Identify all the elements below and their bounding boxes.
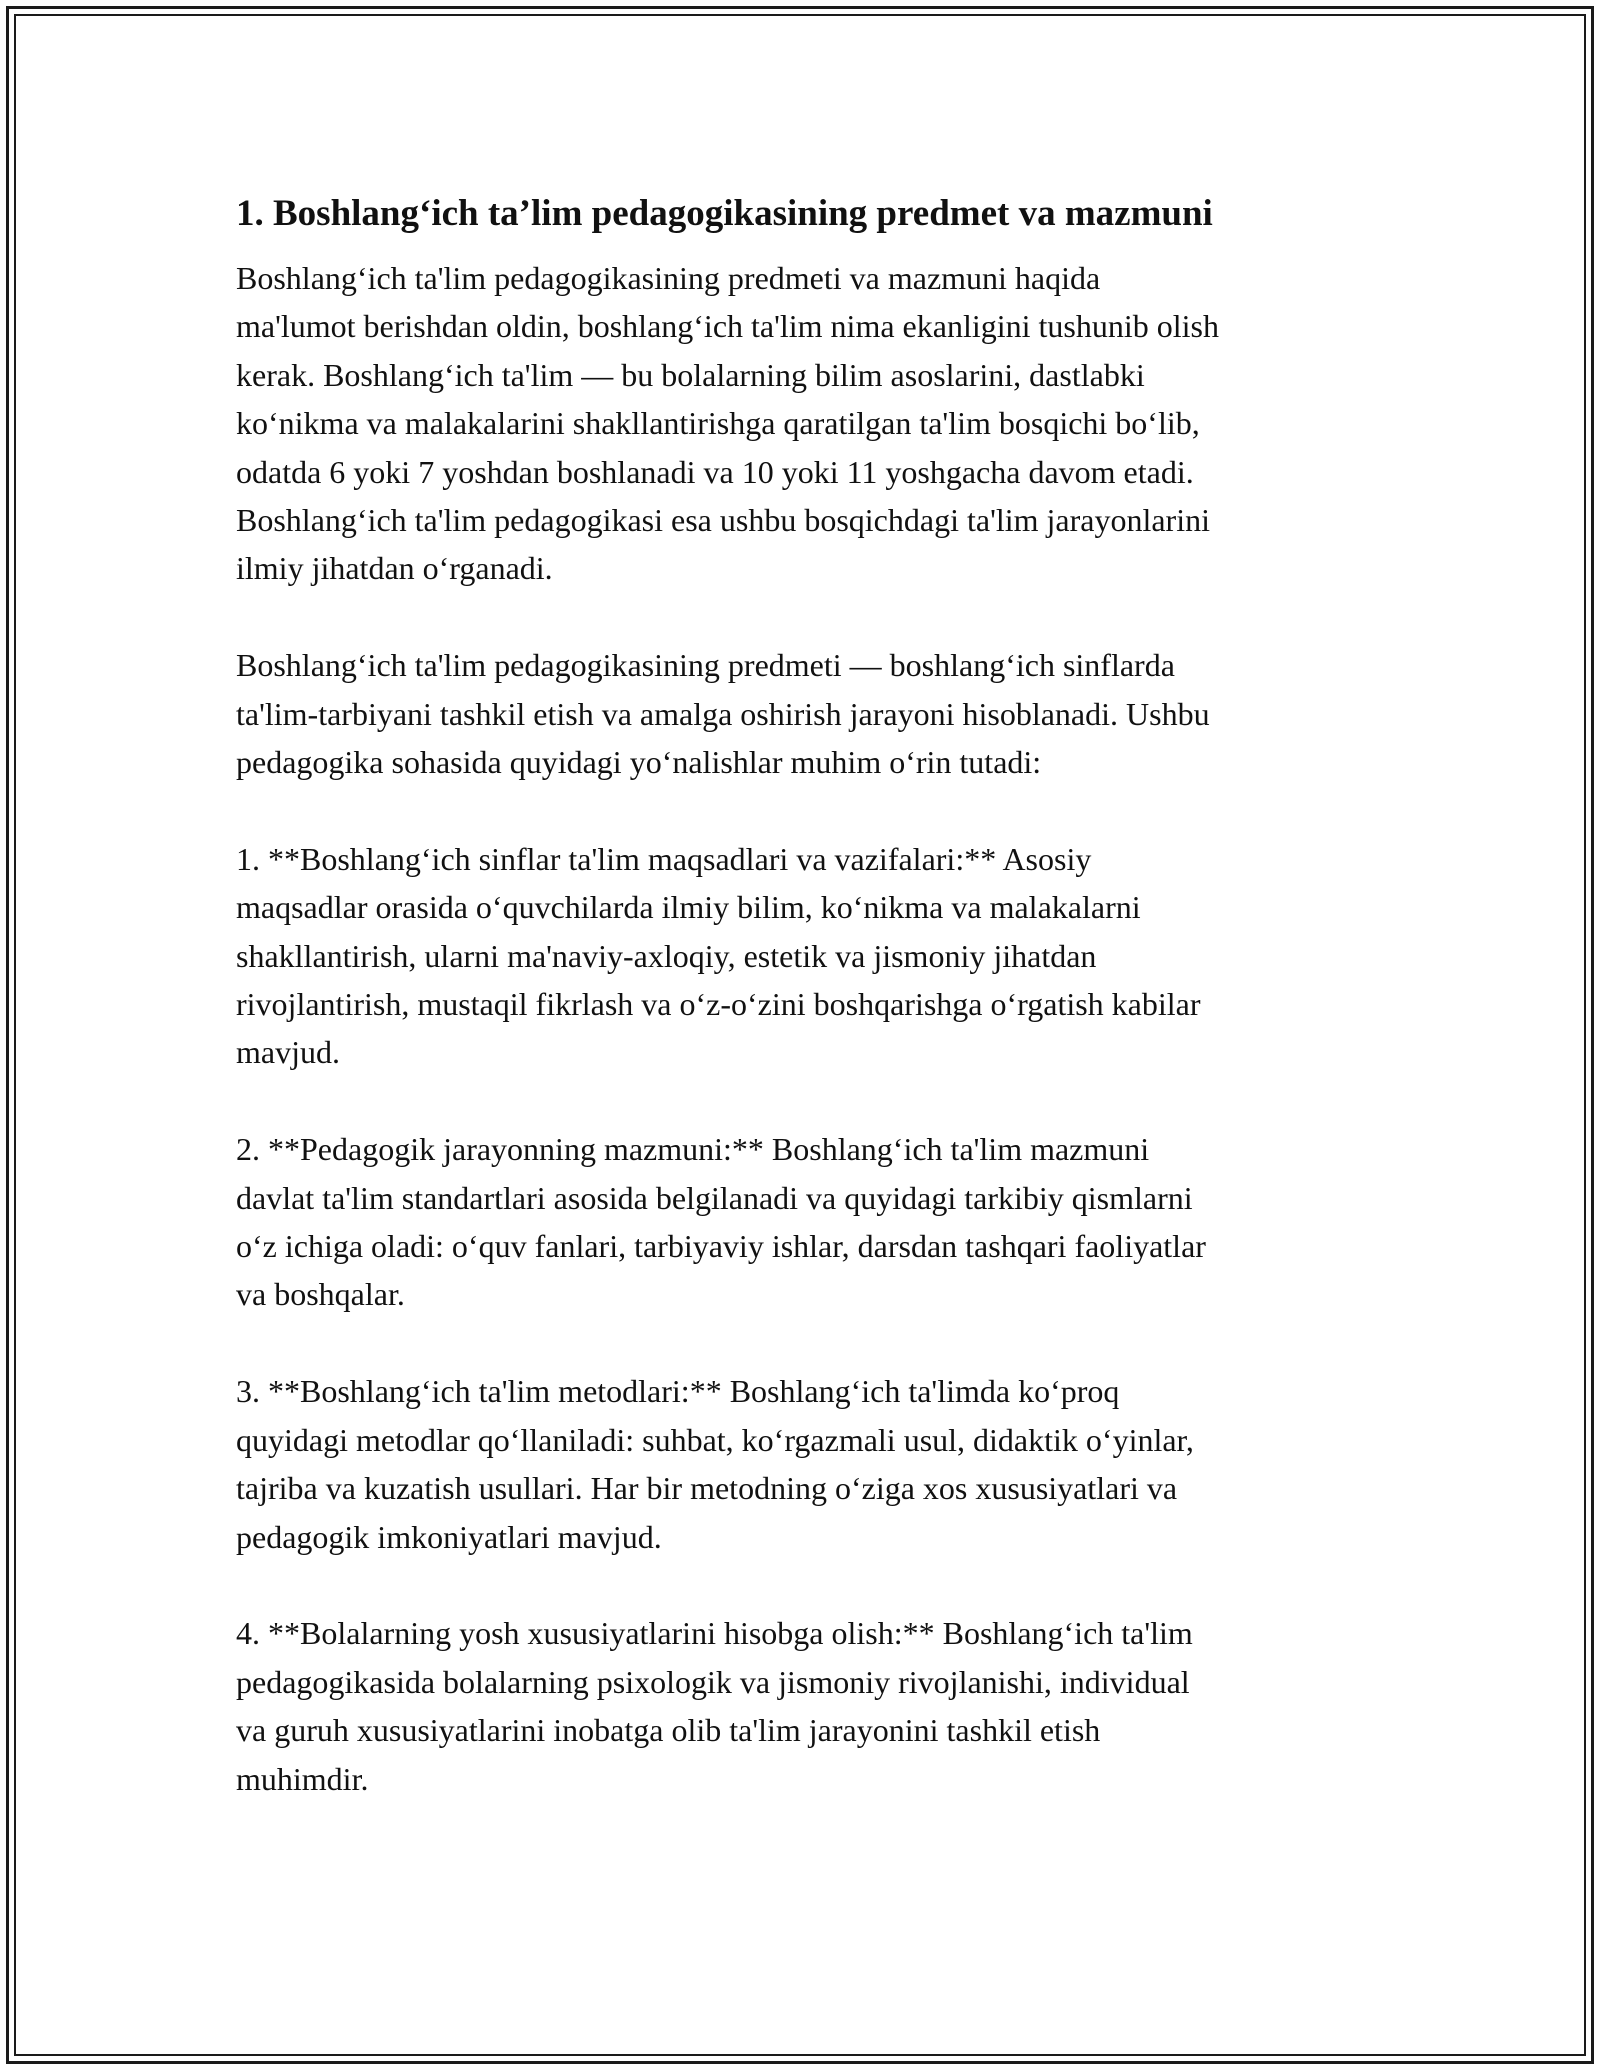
list-item-content: 2. **Pedagogik jarayonning mazmuni:** Boshlang‘ich ta'lim mazmuni davlat ta'lim standartlari asosida belgilanadi va quyidagi tarkibiy qismlarni o‘z ichiga oladi: o‘quv fanlari, tarbiyaviy ishlar, darsdan tashqari faoliyatlar va boshqalar. (236, 1131, 1206, 1313)
document-body (236, 186, 1371, 1803)
list-item-goals: 1. **Boshlang‘ich sinflar ta'lim maqsadlari va vazifalari:** Asosiy maqsadlar orasida o‘quvchilarda ilmiy bilim, ko‘nikma va malakalarni shakllantirish, ularni ma'naviy-axloqiy, estetik va jismoniy jihatdan rivojlantirish, mustaqil fikrlash va o‘z-o‘zini boshqarishga o‘rgatish kabilar mavjud. (236, 840, 1201, 1071)
list-item-methods: 3. **Boshlang‘ich ta'lim metodlari:** Boshlang‘ich ta'limda ko‘proq quyidagi metodlar qo‘llaniladi: suhbat, ko‘rgazmali usul, didaktik o‘yinlar, tajriba va kuzatish usullari. Har bir metodning o‘ziga xos xususiyatlari va pedagogik imkoniyatlari mavjud. (236, 1373, 1194, 1555)
paragraph-intro: Boshlang‘ich ta'lim pedagogikasining predmeti va mazmuni haqida ma'lumot berishdan oldin, boshlang‘ich ta'lim nima ekanligini tushunib olish kerak. Boshlang‘ich ta'lim — bu bolalarning bilim asoslarini, dastlabki ko‘nikma va malakalarini shakllantirishga qaratilgan ta'lim bosqichi bo‘lib, odatda 6 yoki 7 yoshdan boshlanadi va 10 yoki 11 yoshgacha davom etadi. Boshlang‘ich ta'lim pedagogikasi esa ushbu bosqichdagi ta'lim jarayonlarini ilmiy jihatdan o‘rganadi. (236, 260, 1219, 587)
paragraph-subject: Boshlang‘ich ta'lim pedagogikasining predmeti — boshlang‘ich sinflarda ta'lim-tarbiyani tashkil etish va amalga oshirish jarayoni hisoblanadi. Ushbu pedagogika sohasida quyidagi yo‘nalishlar muhim o‘rin tutadi: (236, 647, 1210, 781)
list-item-age-features: 4. **Bolalarning yosh xususiyatlarini hisobga olish:** Boshlang‘ich ta'lim pedagogikasida bolalarning psixologik va jismoniy rivojlanishi, individual va guruh xususiyatlarini inobatga olib ta'lim jarayonini tashkil etish muhimdir. (236, 1615, 1193, 1797)
section-heading: 1. Boshlang‘ich ta’lim pedagogikasining predmet va mazmuni (236, 193, 1213, 234)
